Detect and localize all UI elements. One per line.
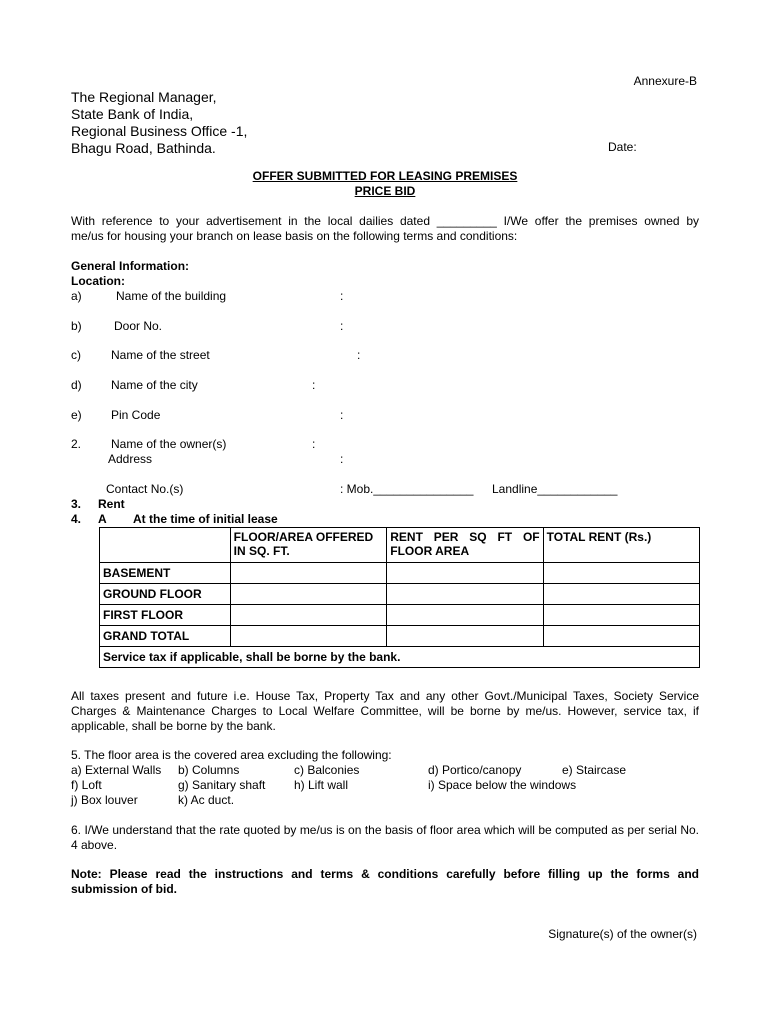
total-input-cell[interactable] bbox=[543, 605, 699, 626]
lease-heading: At the time of initial lease bbox=[133, 512, 278, 526]
item-colon: : bbox=[312, 437, 316, 451]
table-header-row bbox=[100, 528, 700, 563]
rate-input-cell[interactable] bbox=[387, 605, 543, 626]
exclusion-item: j) Box louver bbox=[71, 793, 138, 807]
item-marker: a) bbox=[71, 289, 82, 303]
lease-sub-marker: A bbox=[98, 512, 107, 526]
item-label: Name of the owner(s) bbox=[111, 437, 227, 451]
item-colon: : bbox=[357, 348, 361, 362]
signature-label: Signature(s) of the owner(s) bbox=[548, 927, 697, 941]
mobile-field: : Mob._______________ bbox=[340, 482, 474, 496]
exclusion-item: d) Portico/canopy bbox=[428, 763, 522, 777]
floor-name-cell: FIRST FLOOR bbox=[100, 605, 231, 626]
area-input-cell[interactable] bbox=[230, 626, 387, 647]
annexure-label: Annexure-B bbox=[633, 74, 697, 88]
date-label: Date: bbox=[608, 140, 637, 154]
total-input-cell[interactable] bbox=[543, 626, 699, 647]
document-subtitle: PRICE BID bbox=[354, 184, 416, 198]
intro-line-1: With reference to your advertisement in the local dailies dated _________ I/We offer the premises owned by bbox=[71, 214, 699, 228]
table-footer-row bbox=[100, 647, 700, 668]
landline-field: Landline____________ bbox=[492, 482, 618, 496]
service-tax-note: Service tax if applicable, shall be borne by the bank. bbox=[100, 647, 700, 668]
item-marker: b) bbox=[71, 319, 82, 333]
table-header-cell: FLOOR/AREA OFFERED IN SQ. FT. bbox=[230, 528, 387, 563]
table-row bbox=[100, 605, 700, 626]
item-label: Door No. bbox=[114, 319, 163, 333]
area-input-cell[interactable] bbox=[230, 563, 387, 584]
table-header-cell bbox=[100, 528, 231, 563]
item-colon: : bbox=[312, 378, 316, 392]
item-colon: : bbox=[340, 408, 344, 422]
exclusion-item: c) Balconies bbox=[294, 763, 360, 777]
exclusion-item: h) Lift wall bbox=[294, 778, 349, 792]
table-header-cell: TOTAL RENT (Rs.) bbox=[543, 528, 699, 563]
item-label: Name of the city bbox=[111, 378, 198, 392]
note-paragraph: Note: Please read the instructions and terms & conditions carefully before filling up the forms and submission of bid. bbox=[71, 867, 699, 896]
general-info-heading: General Information: bbox=[71, 259, 190, 273]
item-marker: 2. bbox=[71, 437, 82, 451]
floor-name-cell: GRAND TOTAL bbox=[100, 626, 231, 647]
addressee-line: State Bank of India, bbox=[71, 106, 194, 122]
table-row bbox=[100, 626, 700, 647]
floor-area-heading: 5. The floor area is the covered area excluding the following: bbox=[71, 748, 392, 762]
area-input-cell[interactable] bbox=[230, 605, 387, 626]
lease-marker: 4. bbox=[71, 512, 82, 526]
table-header-cell: RENT PER SQ FT OF FLOOR AREA bbox=[387, 528, 543, 563]
table-row bbox=[100, 584, 700, 605]
item-marker: e) bbox=[71, 408, 82, 422]
exclusion-item: e) Staircase bbox=[562, 763, 627, 777]
rate-input-cell[interactable] bbox=[387, 626, 543, 647]
rate-input-cell[interactable] bbox=[387, 584, 543, 605]
rent-marker: 3. bbox=[71, 497, 82, 511]
exclusion-item: f) Loft bbox=[71, 778, 102, 792]
taxes-paragraph: All taxes present and future i.e. House Tax, Property Tax and any other Govt./Municipal Taxes, Society Service Charges & Maintenance Charges to Local Welfare Committee, will be borne by me/us. However, service tax, if applicable, shall be borne by the bank. bbox=[71, 689, 699, 733]
floor-name-cell: BASEMENT bbox=[100, 563, 231, 584]
item-label: Pin Code bbox=[111, 408, 161, 422]
rate-basis-paragraph: 6. I/We understand that the rate quoted by me/us is on the basis of floor area which will be computed as per serial No. 4 above. bbox=[71, 823, 699, 852]
item-marker: c) bbox=[71, 348, 81, 362]
table-row bbox=[100, 563, 700, 584]
rate-input-cell[interactable] bbox=[387, 563, 543, 584]
address-colon: : bbox=[340, 452, 344, 466]
addressee-line: The Regional Manager, bbox=[71, 89, 217, 105]
exclusion-item: i) Space below the windows bbox=[428, 778, 577, 792]
item-marker: d) bbox=[71, 378, 82, 392]
area-input-cell[interactable] bbox=[230, 584, 387, 605]
exclusion-item: g) Sanitary shaft bbox=[178, 778, 266, 792]
total-input-cell[interactable] bbox=[543, 563, 699, 584]
addressee-line: Regional Business Office -1, bbox=[71, 123, 248, 139]
item-colon: : bbox=[340, 319, 344, 333]
floor-name-cell: GROUND FLOOR bbox=[100, 584, 231, 605]
item-label: Name of the building bbox=[116, 289, 227, 303]
exclusion-item: k) Ac duct. bbox=[178, 793, 235, 807]
item-label: Name of the street bbox=[111, 348, 210, 362]
rent-heading: Rent bbox=[98, 497, 125, 511]
rent-table bbox=[99, 527, 700, 668]
total-input-cell[interactable] bbox=[543, 584, 699, 605]
item-colon: : bbox=[340, 289, 344, 303]
contact-label: Contact No.(s) bbox=[106, 482, 184, 496]
exclusion-item: b) Columns bbox=[178, 763, 240, 777]
address-label: Address bbox=[108, 452, 153, 466]
addressee-line: Bhagu Road, Bathinda. bbox=[71, 140, 216, 156]
exclusion-item: a) External Walls bbox=[71, 763, 162, 777]
location-heading: Location: bbox=[71, 274, 125, 288]
intro-line-2: me/us for housing your branch on lease basis on the following terms and conditions: bbox=[71, 229, 518, 243]
document-title: OFFER SUBMITTED FOR LEASING PREMISES bbox=[252, 169, 518, 183]
